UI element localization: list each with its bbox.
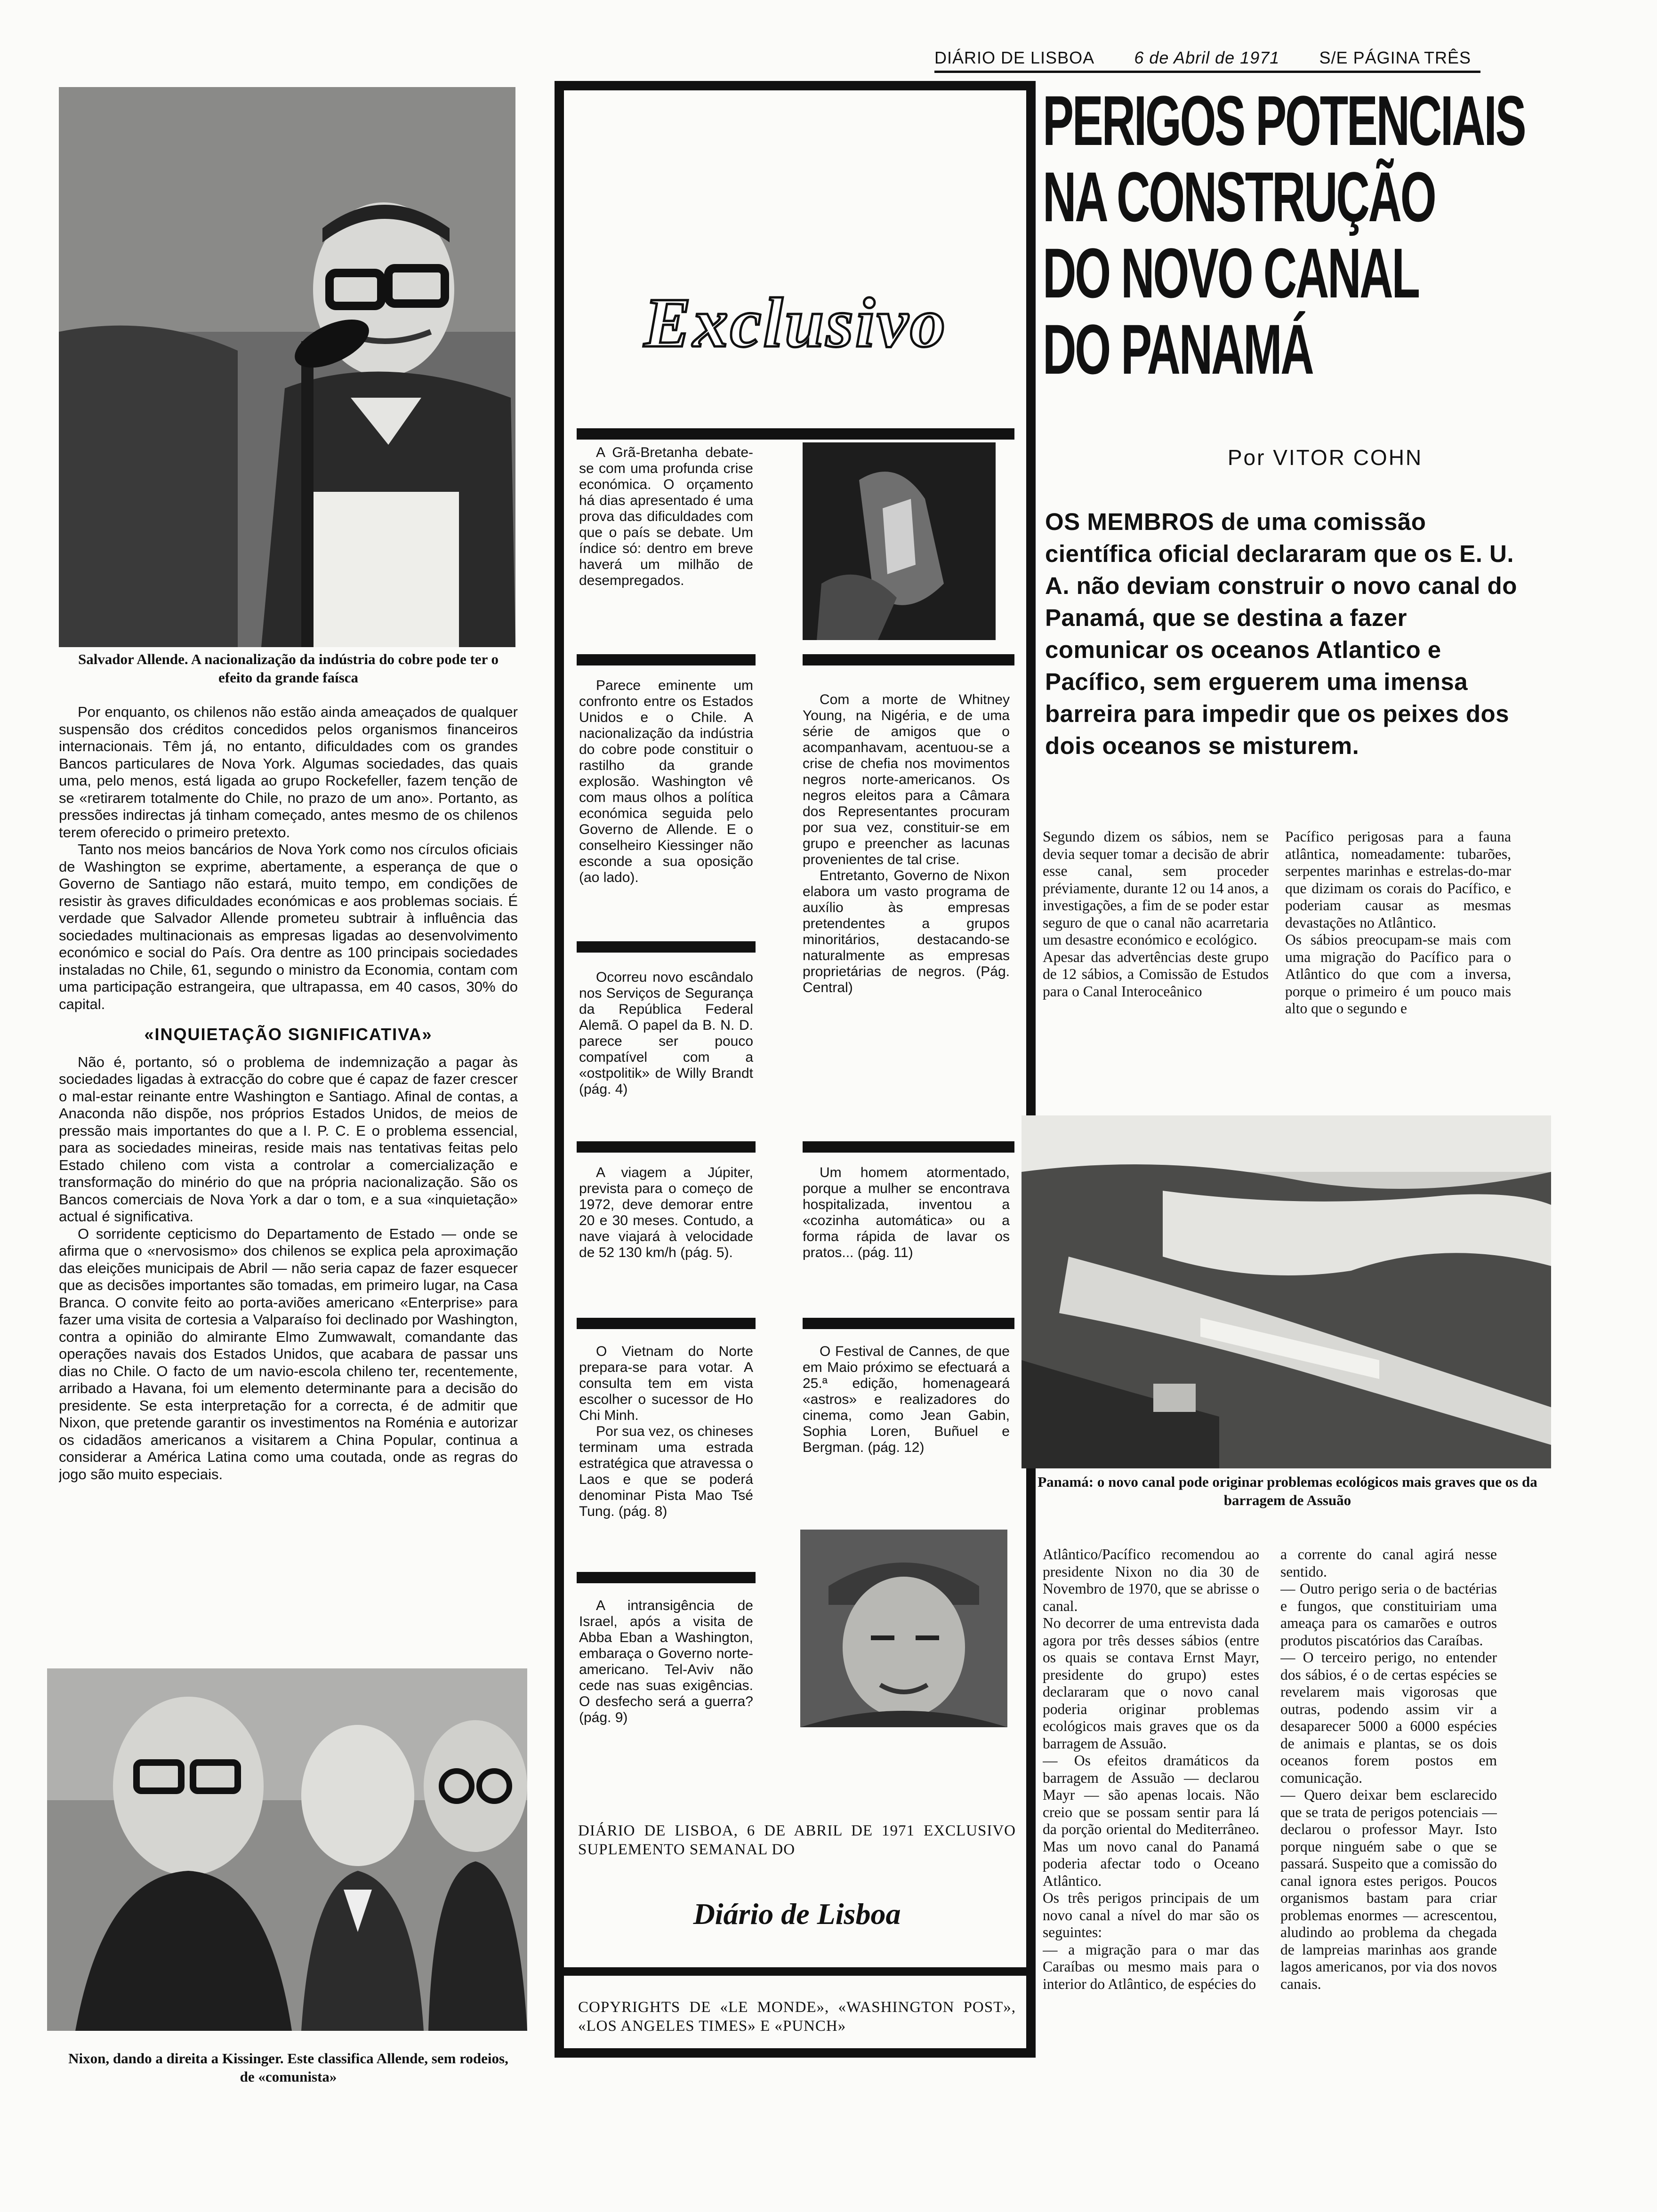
- left-paragraph: O sorridente cepticismo do Departamento de Estado — onde se afirma que o «nervosismo» dos chilenos se explica pela aproximação das eleições municipais de Abril — não seria capaz de fazer esquecer que as decisões importantes são tomadas, em primeiro lugar, na Casa Branca. O convite feito ao porta-aviões americano «Enterprise» para fazer uma visita de cortesia a Valparaíso foi declinado por Washington, contra a opinião do almirante Elmo Zumwawalt, comandante das operações navais dos Estados Unidos, que acabara de passar uns dias no Chile. O facto de um navio-escola chileno ter, recentemente, arribado a Havana, foi um elemento determinante para a decisão do presidente. Se esta interpretação for a correcta, é de admitir que Nixon, que pretende garantir os investimentos na Roménia e autorizar os cidadãos americanos a visitarem a China Popular, continua a considerar a América Latina como uma coutada, onde as regras do jogo são muito especiais.: [59, 1225, 518, 1483]
- page-header: [934, 46, 1471, 70]
- canal-caption: Panamá: o novo canal pode originar problemas ecológicos mais graves que os da barragem de Assuão: [1038, 1474, 1537, 1508]
- brief-britain: [579, 445, 753, 589]
- brief-jupiter: [579, 1165, 753, 1261]
- brief-germany: [579, 970, 753, 1098]
- headline-line: DO PANAMÁ: [1043, 310, 1313, 389]
- headline-line: PERIGOS POTENCIAIS: [1043, 81, 1525, 160]
- article-col-1: Segundo dizem os sábios, nem se devia sequer tomar a decisão de abrir esse canal, sem proceder préviamente, durante 12 ou 14 anos, a investigações, a fim de se poder estar seguro de que o canal não acarretaria um desastre económico e ecológico. Apesar das advertências deste grupo de 12 sábios, a Comissão de Estudos para o Canal Interoceânico: [1043, 828, 1269, 1000]
- masthead-logo: Diário de Lisboa: [693, 1897, 901, 1931]
- box-divider: [577, 1318, 756, 1329]
- brief-text: A intransigência de Israel, após a visita de Abba Eban a Washington, embaraça o Governo norte-americano. Tel-Aviv não cede nas suas exigências. O desfecho será a guerra? (pág. 9): [579, 1598, 753, 1725]
- brief-whitney: [803, 692, 1010, 996]
- headline-line: DO NOVO CANAL: [1043, 233, 1419, 313]
- brief-text: Ocorreu novo escândalo nos Serviços de Segurança da República Federal Alemã. O papel da B. N. D. parece ser pouco compatível com a «ostpolitik» de Willy Brandt (pág. 4): [579, 970, 753, 1097]
- brief-text: Por sua vez, os chineses terminam uma estrada estratégica que atravessa o Laos e que se poderá denominar Pista Mao Tsé Tung. (pág. 8): [579, 1424, 753, 1519]
- copyrights-text: COPYRIGHTS DE «LE MONDE», «WASHINGTON POST», «LOS ANGELES TIMES» E «PUNCH»: [578, 1999, 1016, 2035]
- box-divider: [803, 1141, 1014, 1153]
- brief-chile: [579, 678, 753, 886]
- allende-photo: [59, 87, 515, 647]
- brief-israel: [579, 1598, 753, 1726]
- brief-text: A viagem a Júpiter, prevista para o começo de 1972, deve demorar entre 20 e 30 meses. Contudo, a nave viajará à velocidade de 52 130 km/h (pág. 5).: [579, 1165, 753, 1260]
- headline-line: NA CONSTRUÇÃO: [1043, 157, 1435, 236]
- box-divider: [577, 1572, 756, 1583]
- left-article-text: [59, 704, 518, 1645]
- header-section: S/E PÁGINA TRÊS: [1319, 48, 1471, 67]
- article-col-2: Pacífico perigosas para a fauna atlântica, nomeadamente: tubarões, serpentes marinhas e estrelas-do-mar que dizimam os corais do Pacífico, e poderiam causar as mesmas devastações no Atlântico. Os sábios preocupam-se mais com uma migração do Pacífico para o Atlântico do que com a inversa, porque o primeiro é um pouco mais alto que o segundo e: [1285, 828, 1511, 1017]
- brief-text: O Festival de Cannes, de que em Maio próximo se efectuará a 25.ª edição, homenageará «astros» e realizadores do cinema, como Jean Gabin, Sophia Loren, Buñuel e Bergman. (pág. 12): [803, 1344, 1010, 1455]
- header-paper-name: DIÁRIO DE LISBOA: [934, 48, 1095, 67]
- allende-caption: Salvador Allende. A nacionalização da indústria do cobre pode ter o efeito da grande faísca: [78, 651, 499, 686]
- article-headline: [1043, 82, 1608, 387]
- brief-photo-1: [803, 442, 996, 640]
- box-divider: [577, 1141, 756, 1153]
- box-divider: [803, 654, 1014, 665]
- box-divider: [577, 941, 756, 953]
- article-col-3: Atlântico/Pacífico recomendou ao presidente Nixon no dia 30 de Novembro de 1970, que se abrisse o canal. No decorrer de uma entrevista dada agora por três desses sábios (entre os quais se contava Ernst Mayr, presidente do grupo) estes declararam que o novo canal poderia originar problemas ecológicos mais graves que os da barragem de Assuão. — Os efeitos dramáticos da barragem de Assuão — declarou Mayr — são apenas locais. Não creio que se possam sentir para lá da porção oriental do Mediterrâneo. Mas um novo canal do Panamá poderia afectar todo o Oceano Atlântico. Os três perigos principais de um novo canal a nível do mar são os seguintes: — a migração para o mar das Caraíbas ou mesmo mais para o interior do Atlântico, de espécies do: [1043, 1546, 1259, 1992]
- nixon-caption: Nixon, dando a direita a Kissinger. Este classifica Allende, sem rodeios, de «comunista»: [68, 2050, 508, 2085]
- brief-text: O Vietnam do Norte prepara-se para votar. A consulta tem em vista escolher o sucessor de Ho Chi Minh.: [579, 1344, 753, 1423]
- brief-text: A Grã-Bretanha debate-se com uma profunda crise económica. O orçamento há dias apresentado é uma prova das dificuldades com que o país se debate. Um índice só: dentro em breve haverá um milhão de desempregados.: [579, 445, 753, 588]
- left-paragraph: Por enquanto, os chilenos não estão ainda ameaçados de qualquer suspensão dos créditos concedidos pelos organismos financeiros internacionais. Têm já, no entanto, dificuldades com os grandes Bancos particulares de Nova York. Algumas sociedades, das quais uma, pelo menos, está ligada ao grupo Rockefeller, fazem tenção de se «retirarem totalmente do Chile, no prazo de um ano». Portanto, as pressões indirectas já tinham começado, antes mesmo de os chilenos terem oferecido o primeiro pretexto.: [59, 704, 518, 841]
- byline: Por VITOR COHN: [1227, 445, 1423, 470]
- brief-kitchen: [803, 1165, 1010, 1261]
- panama-canal-photo: [1022, 1115, 1551, 1468]
- left-paragraph: Tanto nos meios bancários de Nova York como nos círculos oficiais de Washington se exprime, abertamente, a esperança de que o Governo de Santiago não estará, muito tempo, em condições de resistir às graves dificuldades económicas e aos problemas sociais. É verdade que Salvador Allende prometeu subtrair à influência das sociedades multinacionais as empresas ligadas ao desenvolvimento económico e social do País. Ora dentre as 100 principais sociedades instaladas no Chile, 61, segundo o ministro da Economia, contam com uma participação estrangeira, que ultrapassa, em 40 casos, 30% do capital.: [59, 841, 518, 1012]
- brief-cannes: [803, 1344, 1010, 1456]
- header-date: 6 de Abril de 1971: [1134, 48, 1280, 67]
- nixon-kissinger-photo: [47, 1668, 527, 2031]
- exclusive-title: Exclusivo: [643, 284, 948, 362]
- left-subheading: «INQUIETAÇÃO SIGNIFICATIVA»: [144, 1025, 433, 1044]
- brief-text: Com a morte de Whitney Young, na Nigéria, e de uma série de amigos que o acompanhavam, acentuou-se a crise de chefia nos movimentos negros norte-americanos. Os negros eleitos para a Câmara dos Representantes procuram por sua vez, constituir-se em grupo e preencher as lacunas provenientes de tal crise.: [803, 692, 1010, 867]
- box-divider: [564, 1967, 1026, 1976]
- brief-text: Parece eminente um confronto entre os Estados Unidos e o Chile. A nacionalização da indústria do cobre pode constituir o rastilho da grande explosão. Washington vê com maus olhos a política económica seguida pelo Governo de Allende. E o conselheiro Kiessinger não esconde a sua oposição (ao lado).: [579, 678, 753, 885]
- brief-text: Um homem atormentado, porque a mulher se encontrava hospitalizada, inventou a «cozinha automática» ou a forma rápida de lavar os pratos... (pág. 11): [803, 1165, 1010, 1260]
- box-divider: [803, 1318, 1014, 1329]
- box-divider: [577, 428, 1014, 440]
- header-rule: [934, 71, 1480, 73]
- box-divider: [577, 654, 756, 665]
- article-lead: OS MEMBROS de uma comissão científica oficial declararam que os E. U. A. não deviam construir o novo canal do Panamá, que se destina a fazer comunicar os oceanos Atlantico e Pacífico, sem erguerem uma imensa barreira para impedir que os peixes dos dois oceanos se misturem.: [1045, 508, 1517, 759]
- left-paragraph: Não é, portanto, só o problema de indemnização a pagar às sociedades ligadas à extracção do cobre que é capaz de fazer crescer o mal-estar reinante entre Washington e Santiago. Afinal de contas, a Anaconda não dispõe, nos próprios Estados Unidos, de meios de pressão mais importantes do que a I. P. C. E o problema essencial, para as sociedades mineiras, reside mais nas tentativas feitas pelo Estado chileno com vista a controlar a comercialização e transformação do minério do que na própria nacionalização. São os Bancos comerciais de Nova York a dar o tom, e a sua «inquietação» actual é significativa.: [59, 1053, 518, 1225]
- brief-vietnam: [579, 1344, 753, 1520]
- brief-text: Entretanto, Governo de Nixon elabora um vasto programa de auxílio às empresas pretendentes a grupos minoritários, destacando-se naturalmente as empresas proprietárias de negros. (Pág. Central): [803, 868, 1010, 995]
- supplement-text: DIÁRIO DE LISBOA, 6 DE ABRIL DE 1971 EXCLUSIVO SUPLEMENTO SEMANAL DO: [578, 1822, 1016, 1858]
- article-col-4: a corrente do canal agirá nesse sentido. — Outro perigo seria o de bactérias e fungos, que constituiriam uma ameaça para os camarões e outros produtos piscatórios das Caraíbas. — O terceiro perigo, no entender dos sábios, é o de certas espécies se revelarem mais vigorosas que outras, podendo assim vir a desaparecer 5000 a 6000 espécies de animais e plantas, se os dois oceanos forem postos em comunicação. — Quero deixar bem esclarecido que se trata de perigos potenciais — declarou o professor Mayr. Isto porque ninguém sabe o que se passará. Suspeito que a comissão do canal ignora estes perigos. Poucos organismos bastam para criar problemas enormes — acrescentou, aludindo ao problema da chegada de lampreias marinhas aos grande lagos americanos, por via dos novos canais.: [1280, 1546, 1497, 1992]
- brief-photo-2: [800, 1530, 1007, 1727]
